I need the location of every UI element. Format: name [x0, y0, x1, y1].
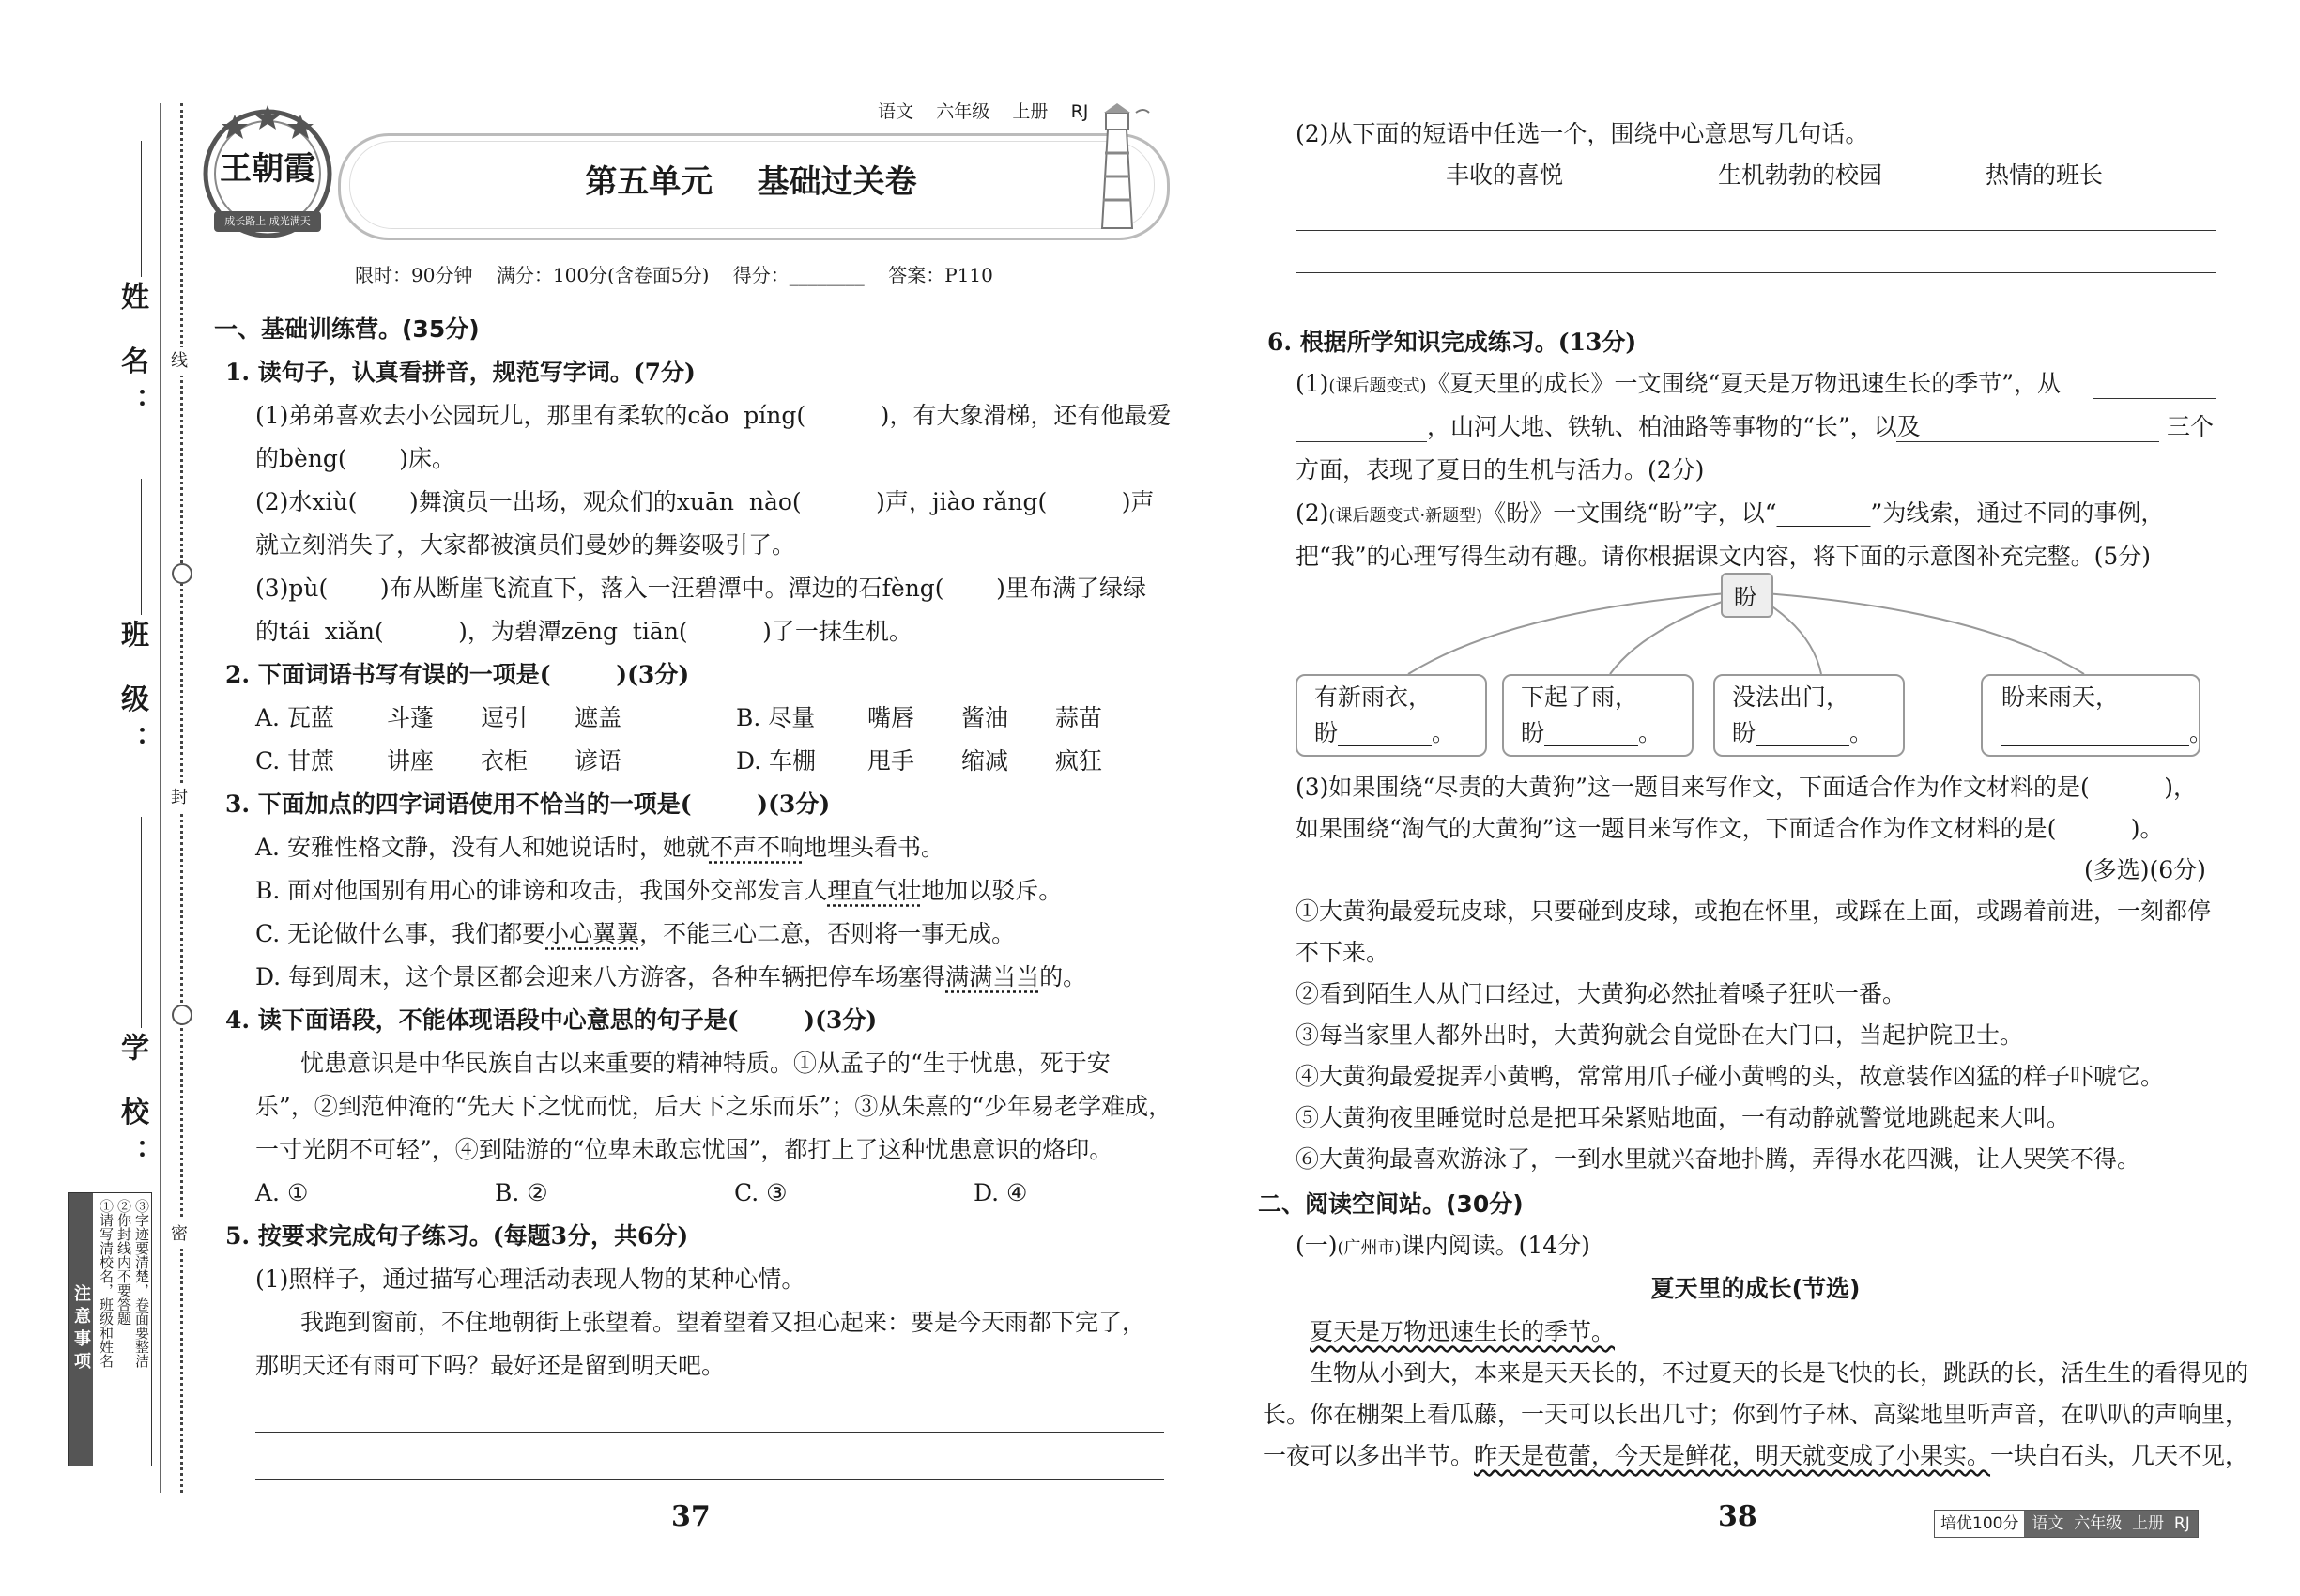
- q2-a-3: 逗引: [481, 704, 529, 731]
- footer-info: 语文 六年级 上册 RJ: [2024, 1511, 2197, 1537]
- notice-item-2: ②你封线内不要答题: [115, 1199, 132, 1326]
- q3-c-dotted: 小心翼翼: [545, 920, 640, 947]
- q6-1-tag: (课后题变式): [1328, 376, 1427, 396]
- q6-3-item-4: ④大黄狗最爱捉弄小黄鸭，常常用爪子碰小黄鸭的头，故意装作凶猛的样子吓唬它。: [1296, 1063, 2165, 1090]
- notice-title: 注意事项: [69, 1193, 93, 1466]
- q2-b-1: B. 尽量: [736, 704, 816, 731]
- q6-3-item-5: ⑤大黄狗夜里睡觉时总是把耳朵紧贴地面，一有动静就警觉地跳起来大叫。: [1296, 1104, 2071, 1131]
- class-field[interactable]: [141, 479, 142, 615]
- q3-b-post: 地加以驳斥。: [921, 877, 1063, 904]
- page-number-right: 38: [1718, 1500, 1757, 1533]
- q3-d-pre: D. 每到周末，这个景区都会迎来八方游客，各种车辆把停车场塞得: [255, 963, 946, 990]
- q3-b-dotted: 理直气壮: [827, 877, 922, 904]
- q5-2-answer-line-2[interactable]: [1296, 272, 2216, 273]
- logo-slogan: 成长路上 成光满天: [224, 215, 311, 227]
- q2-d-4: 疯狂: [1055, 747, 1103, 775]
- q5-1-answer-line-1[interactable]: [255, 1432, 1164, 1433]
- q2-b-3: 酱油: [961, 704, 1009, 731]
- q3-option-b: [255, 877, 1062, 905]
- q6-1-text-a: 《夏天里的成长》一文围绕“夏天是万物迅速生长的季节”，从: [1426, 370, 2062, 397]
- q2-stem: 2. 下面词语书写有误的一项是( )(3分): [225, 661, 690, 688]
- reading-1-num: (一): [1296, 1232, 1338, 1259]
- q2-c-4: 谚语: [575, 747, 622, 775]
- q6-1-blank-2[interactable]: [1296, 441, 1427, 442]
- q2-d-2: 甩手: [867, 747, 915, 775]
- passage-line-1: [1310, 1318, 1615, 1346]
- q5-2-instruction: (2)从下面的短语中任选一个，围绕中心意思写几句话。: [1296, 120, 1869, 147]
- q2-b-2: 嘴唇: [867, 704, 915, 731]
- q1-2-line-a: (2)水xiù( )舞演员一出场，观众们的xuān nào( )声，jiào rǎng( )声: [255, 488, 1155, 515]
- q6-3-line-b: 如果围绕“淘气的大黄狗”这一题目来写作文，下面适合作为作文材料的是( )。: [1296, 815, 2164, 842]
- diagram-box-2-bottom[interactable]: 盼________。: [1521, 719, 1663, 746]
- passage-4-post: 一块白石头，几天不见，: [1990, 1442, 2249, 1469]
- exam-meta: 限时：90分钟 满分：100分(含卷面5分) 得分：________ 答案：P110: [355, 264, 993, 286]
- q5-2-option-2: 生机勃勃的校园: [1718, 161, 1883, 189]
- q2-option-b: [736, 704, 1102, 732]
- q1-1-line-b: 的bèng( )床。: [255, 445, 456, 472]
- q6-2-line-b: 把“我”的心理写得生动有趣。请你根据课文内容，将下面的示意图补充完整。(5分): [1296, 543, 2151, 570]
- q5-2-option-1: 丰收的喜悦: [1446, 161, 1564, 189]
- school-label: 学 校：: [115, 1033, 148, 1180]
- passage-line-3: 长。你在棚架上看瓜藤，一天可以长出几寸；你到竹子林、高粱地里听声音，在叭叭的声响里，: [1263, 1401, 2249, 1428]
- school-field[interactable]: [141, 817, 142, 1028]
- seal-mark-line: 线: [171, 347, 188, 376]
- q4-option-a: A. ①: [255, 1179, 309, 1206]
- diagram-box-2-top: 下起了雨，: [1521, 683, 1639, 711]
- q3-d-post: 的。: [1039, 963, 1087, 990]
- q6-1-line-b: ，山河大地、铁轨、柏油路等事物的“长”，以及: [1427, 413, 1921, 440]
- q5-1-example-1: 我跑到窗前，不住地朝街上张望着。望着望着又担心起来：要是今天雨都下完了，: [300, 1309, 1146, 1336]
- q4-option-b: B. ②: [495, 1179, 548, 1206]
- diagram-box-3-bottom[interactable]: 盼________。: [1732, 719, 1874, 746]
- q3-b-pre: B. 面对他国别有用心的诽谤和攻击，我国外交部发言人: [255, 877, 828, 904]
- q4-option-c: C. ③: [734, 1179, 788, 1206]
- q1-1-line-a: (1)弟弟喜欢去小公园玩儿，那里有柔软的cǎo píng( )，有大象滑梯，还有他最爱: [255, 402, 1172, 429]
- section-1-heading: 一、基础训练营。(35分): [214, 315, 480, 343]
- class-label: 班 级：: [115, 620, 148, 767]
- q3-stem: 3. 下面加点的四字词语使用不恰当的一项是( )(3分): [225, 790, 831, 818]
- q6-1-line-a: (1)(课后题变式)《夏天里的成长》一文围绕“夏天是万物迅速生长的季节”，从: [1296, 370, 2062, 397]
- diagram-root-label: 盼: [1734, 584, 1756, 610]
- q4-passage-3: 一寸光阴不可轻”，④到陆游的“位卑未敢忘忧国”，都打上了这种忧患意识的烙印。: [255, 1136, 1113, 1163]
- q1-3-line-a: (3)pù( )布从断崖飞流直下，落入一汪碧潭中。潭边的石fèng( )里布满了绿绿: [255, 575, 1146, 602]
- q6-3-item-2: ②看到陌生人从门口经过，大黄狗必然扯着嗓子狂吠一番。: [1296, 980, 1907, 1007]
- section-2-heading: 二、阅读空间站。(30分): [1258, 1190, 1524, 1218]
- logo-text: 王朝霞: [220, 150, 315, 188]
- name-label: 姓 名：: [115, 282, 148, 429]
- seal-mark-seal: 封: [171, 784, 188, 812]
- q6-2-line-a: (2)(课后题变式·新题型)《盼》一文围绕“盼”字，以“________”为线索，通过不同的事例，: [1296, 499, 2165, 527]
- passage-line-2: 生物从小到大，本来是天天长的，不过夏天的长是飞快的长，跳跃的长，活生生的看得见的: [1310, 1359, 2249, 1387]
- page-number-left: 37: [671, 1500, 711, 1533]
- q3-a-dotted: 不声不响: [709, 834, 804, 861]
- q6-2-tag: (课后题变式·新题型): [1328, 506, 1483, 526]
- q2-d-1: D. 车棚: [736, 747, 817, 775]
- footer-brand: 培优100分: [1935, 1511, 2024, 1537]
- edition-label: RJ: [1070, 101, 1089, 122]
- q6-1-blank-3[interactable]: [1896, 441, 2159, 442]
- binding-divider-line: [160, 103, 161, 1493]
- q4-option-d: D. ④: [974, 1179, 1028, 1206]
- q4-options: [255, 1179, 1027, 1207]
- brand-logo: [197, 103, 338, 244]
- q1-text: 1. 读句子，认真看拼音，规范写字词。(7分): [225, 359, 696, 386]
- q6-1-line-b-end: 三个: [2167, 413, 2215, 440]
- q2-a-2: 斗蓬: [387, 704, 435, 731]
- passage-line-4: [1263, 1442, 2248, 1470]
- q2-option-d: [736, 747, 1102, 775]
- lighthouse-icon: [1080, 101, 1155, 233]
- q3-option-d: [255, 963, 1086, 991]
- q5-2-option-3: 热情的班长: [1986, 161, 2104, 189]
- reading-1-heading: [1296, 1232, 1590, 1263]
- passage-4-pre: 一夜可以多出半节。: [1263, 1442, 1475, 1469]
- q3-a-pre: A. 安雅性格文静，没有人和她说话时，她就: [255, 834, 710, 861]
- q4-passage-2: 乐”，②到范仲淹的“先天下之忧而忧，后天下之乐而乐”；③从朱熹的“少年易老学难成，: [255, 1093, 1173, 1120]
- diagram-box-1-bottom[interactable]: 盼________。: [1314, 719, 1456, 746]
- q6-3-item-1: ①大黄狗最爱玩皮球，只要碰到皮球，或抱在怀里，或踩在上面，或踢着前进，一刻都停: [1296, 898, 2212, 925]
- seal-mark-secret: 密: [171, 1220, 188, 1249]
- binding-strip: [0, 0, 188, 1596]
- q6-1-blank-1[interactable]: [2093, 398, 2216, 399]
- q6-3-item-3: ③每当家里人都外出时，大黄狗就会自觉卧在大门口，当起护院卫士。: [1296, 1021, 2024, 1049]
- q4-stem: 4. 读下面语段，不能体现语段中心意思的句子是( )(3分): [225, 1006, 878, 1034]
- q6-3-line-a: (3)如果围绕“尽责的大黄狗”这一题目来写作文，下面适合作为作文材料的是( )，: [1296, 774, 2197, 801]
- notice-item-1: ①请写清校名，班级和姓名: [98, 1199, 115, 1368]
- seal-circle-1: [172, 563, 192, 584]
- q2-c-2: 讲座: [387, 747, 435, 775]
- pan-diagram: [1286, 573, 2225, 760]
- q3-d-dotted: 满满当当: [945, 963, 1040, 990]
- notice-item-3: ③字迹要清楚，卷面要整洁: [133, 1199, 150, 1368]
- q6-stem: 6. 根据所学知识完成练习。(13分): [1267, 329, 1637, 356]
- q2-b-4: 蒜苗: [1055, 704, 1103, 731]
- q2-option-a: [255, 704, 621, 732]
- subject-label: 语文: [878, 101, 914, 122]
- q6-3-item-6: ⑥大黄狗最喜欢游泳了，一到水里就兴奋地扑腾，弄得水花四溅，让人哭笑不得。: [1296, 1145, 2141, 1173]
- seal-circle-2: [172, 1005, 192, 1025]
- q2-a-1: A. 瓦蓝: [255, 704, 334, 731]
- passage-title: 夏天里的成长(节选): [1650, 1275, 1861, 1302]
- diagram-box-1-top: 有新雨衣，: [1314, 683, 1433, 711]
- q1-2-line-b: 就立刻消失了，大家都被演员们曼妙的舞姿吸引了。: [255, 531, 796, 559]
- q5-2-options: [1446, 161, 2103, 190]
- q5-stem: 5. 按要求完成句子练习。(每题3分，共6分): [225, 1222, 689, 1250]
- q3-c-pre: C. 无论做什么事，我们都要: [255, 920, 546, 947]
- q3-option-a: [255, 834, 944, 862]
- q2-d-3: 缩减: [961, 747, 1009, 775]
- q6-2-text-a: 《盼》一文围绕“盼”字，以“________”为线索，通过不同的事例，: [1482, 499, 2165, 527]
- diagram-box-3-top: 没法出门，: [1732, 683, 1850, 711]
- q6-3-item-1-cont: 不下来。: [1296, 939, 1390, 966]
- q1-stem: [225, 359, 696, 387]
- q2-c-3: 衣柜: [481, 747, 529, 775]
- page-title: 第五单元 基础过关卷: [585, 163, 917, 201]
- q2-a-4: 遮盖: [575, 704, 622, 731]
- q3-option-c: [255, 920, 1015, 948]
- q3-c-post: ，不能三心二意，否则将一事无成。: [639, 920, 1016, 947]
- name-field[interactable]: [141, 141, 142, 277]
- q6-1-line-c: 方面，表现了夏日的生机与活力。(2分): [1296, 456, 1705, 483]
- grade-label: 六年级: [936, 101, 990, 122]
- reading-1-tag: (广州市): [1337, 1238, 1402, 1258]
- notice-box: [68, 1192, 152, 1466]
- passage-sentence-1: 夏天是万物迅速生长的季节。: [1310, 1318, 1616, 1345]
- q5-2-answer-line-1[interactable]: [1296, 230, 2216, 231]
- q5-1-example-2: 那明天还有雨可下吗？最好还是留到明天吧。: [255, 1352, 726, 1379]
- footer-badge: [1934, 1510, 2199, 1538]
- diagram-box-4-top: 盼来雨天，: [2001, 683, 2120, 711]
- q5-1-answer-line-2[interactable]: [255, 1479, 1164, 1480]
- subject-info: [878, 98, 1088, 123]
- diagram-box-4-bottom[interactable]: ________________。: [2001, 719, 2214, 746]
- q5-1-instruction: (1)照样子，通过描写心理活动表现人物的某种心情。: [255, 1266, 805, 1293]
- q4-passage-1: 忧患意识是中华民族自古以来重要的精神特质。①从孟子的“生于忧患，死于安: [300, 1050, 1111, 1077]
- volume-label: 上册: [1012, 101, 1049, 122]
- reading-1-text: 课内阅读。(14分): [1401, 1232, 1590, 1259]
- q3-a-post: 地埋头看书。: [803, 834, 944, 861]
- passage-4-wavy: 昨天是苞蕾，今天是鲜花，明天就变成了小果实。: [1474, 1442, 1991, 1469]
- q1-3-line-b: 的tái xiǎn( )，为碧潭zēng tiān( )了一抹生机。: [255, 618, 912, 645]
- q2-option-c: [255, 747, 621, 775]
- q2-c-1: C. 甘蔗: [255, 747, 335, 775]
- q6-3-score: (多选)(6分): [2084, 856, 2206, 883]
